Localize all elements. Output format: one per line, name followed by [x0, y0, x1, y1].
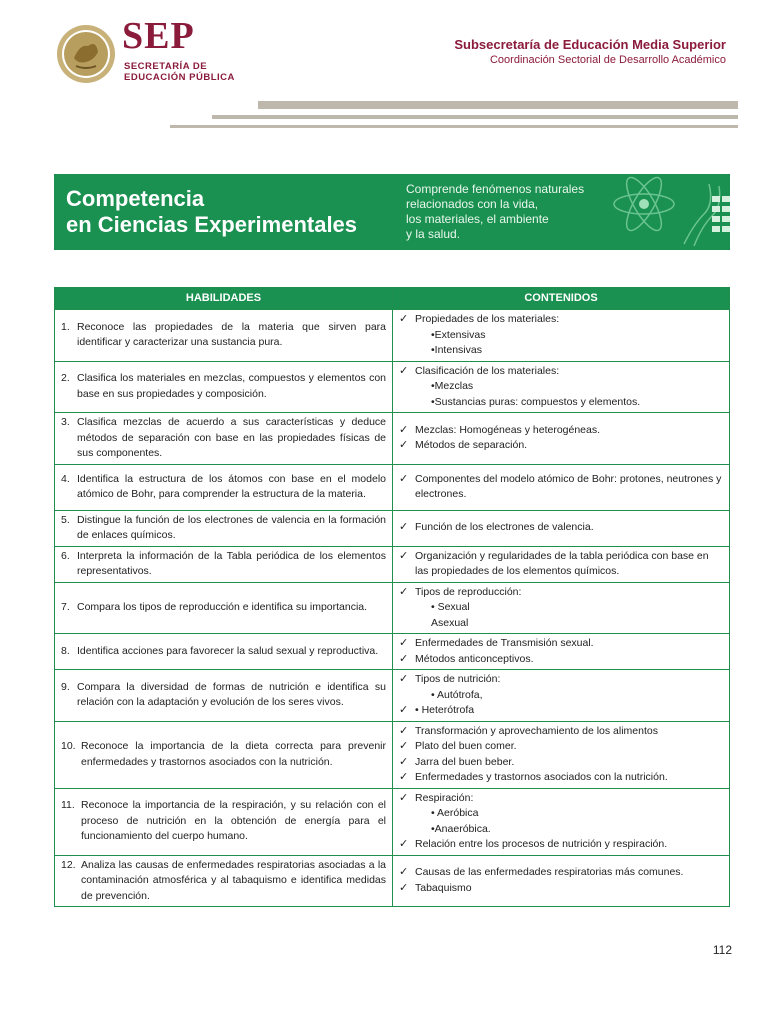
contenido-item	[399, 395, 723, 411]
table-body	[55, 310, 730, 907]
banner-title-line-1: Competencia	[66, 186, 205, 211]
checkmark-icon: ✓	[399, 881, 409, 894]
contenido-item	[399, 636, 723, 652]
contenido-cell	[393, 310, 730, 362]
table-row	[55, 510, 730, 546]
habilidad-text: Clasifica mezclas de acuerdo a sus características y deduce métodos de separación con base en las propiedades físicas de sus componentes.	[77, 416, 386, 459]
contenido-text: • Aeróbica	[431, 807, 479, 819]
checkmark-icon: ✓	[399, 637, 409, 649]
habilidad-cell	[55, 582, 393, 634]
contenido-item	[399, 423, 723, 439]
contenido-text: Tabaquismo	[415, 881, 472, 894]
checkmark-icon: ✓	[399, 652, 409, 665]
contenido-cell	[393, 546, 730, 582]
banner-description	[406, 182, 616, 242]
contenido-item	[399, 343, 723, 359]
table-row	[55, 855, 730, 907]
habilidad-text: Distingue la función de los electrones de valencia en la formación de enlaces químicos.	[77, 513, 386, 541]
contenido-cell	[393, 788, 730, 855]
habilidad-text: Identifica la estructura de los átomos con base en el modelo atómico de Bohr, para comprender la estructura de la materia.	[77, 472, 386, 500]
sep-logo-subtitle-1: SECRETARÍA DE	[124, 61, 208, 72]
habilidad-text: Interpreta la información de la Tabla periódica de los elementos representativos.	[77, 549, 386, 577]
habilidad-number: 8.	[61, 644, 70, 657]
checkmark-icon: ✓	[399, 838, 409, 850]
contenido-item	[399, 379, 723, 395]
habilidad-number: 7.	[61, 601, 70, 613]
table-row	[55, 788, 730, 855]
habilidad-cell	[55, 634, 393, 670]
table-row	[55, 361, 730, 413]
habilidad-wrap	[61, 739, 386, 770]
contenido-text: Enfermedades y trastornos asociados con la nutrición.	[415, 771, 668, 783]
contenido-item	[399, 312, 723, 328]
contenido-text: Tipos de nutrición:	[415, 673, 501, 685]
contenido-text: Métodos anticonceptivos.	[415, 652, 534, 665]
contenido-text: Clasificación de los materiales:	[415, 364, 560, 377]
checkmark-icon: ✓	[399, 549, 409, 562]
contenido-text: •Mezclas	[431, 380, 474, 392]
habilidad-number: 9.	[61, 680, 70, 693]
habilidad-wrap	[61, 320, 386, 351]
header-habilidades: HABILIDADES	[55, 288, 393, 310]
table-row	[55, 582, 730, 634]
sep-logo-wordmark: SEP	[122, 15, 195, 57]
habilidad-text: Compara la diversidad de formas de nutrición e identifica su relación con la adaptación y evolución de los seres vivos.	[77, 680, 386, 709]
decorative-bar	[212, 115, 738, 119]
checkmark-icon: ✓	[399, 439, 409, 452]
habilidad-number: 4.	[61, 472, 70, 485]
contenido-item	[399, 865, 723, 881]
contenido-text: •Extensivas	[431, 328, 486, 341]
page-number: 112	[712, 943, 732, 957]
contenido-text: Organización y regularidades de la tabla periódica con base en las propiedades de los elementos químicos.	[415, 549, 709, 577]
contenido-item	[399, 791, 723, 807]
habilidad-cell	[55, 464, 393, 510]
contenido-item	[399, 688, 723, 704]
contenido-cell	[393, 582, 730, 634]
checkmark-icon: ✓	[399, 724, 409, 737]
banner-title-line-2: en Ciencias Experimentales	[66, 212, 358, 237]
table-row	[55, 670, 730, 722]
habilidad-number: 11.	[61, 799, 75, 812]
checkmark-icon: ✓	[399, 521, 409, 534]
habilidad-text: Clasifica los materiales en mezclas, compuestos y elementos con base en sus propiedades y composición.	[77, 372, 386, 400]
contenido-item	[399, 616, 723, 632]
contenido-item	[399, 472, 723, 503]
contenido-item	[399, 652, 723, 668]
sep-logo-subtitle-2: EDUCACIÓN PÚBLICA	[124, 72, 235, 83]
competencia-banner	[54, 174, 730, 250]
contenido-cell	[393, 510, 730, 546]
table-row	[55, 464, 730, 510]
habilidad-wrap	[61, 600, 386, 616]
habilidad-number: 5.	[61, 513, 70, 526]
table-row	[55, 634, 730, 670]
contenido-text: • Heterótrofa	[415, 704, 475, 716]
contenido-text: Propiedades de los materiales:	[415, 313, 560, 325]
table-row	[55, 413, 730, 465]
checkmark-icon: ✓	[399, 755, 409, 768]
contenido-item	[399, 837, 723, 853]
habilidad-number: 1.	[61, 320, 70, 333]
habilidad-cell	[55, 413, 393, 465]
habilidad-cell	[55, 670, 393, 722]
habilidad-wrap	[61, 472, 386, 503]
habilidad-wrap	[61, 644, 386, 660]
contenido-cell	[393, 361, 730, 413]
banner-desc-line: relacionados con la vida,	[406, 197, 539, 211]
habilidad-text: Reconoce la importancia de la dieta correcta para prevenir enfermedades y trastornos asociados con la nutrición.	[81, 740, 386, 768]
contenido-text: Transformación y aprovechamiento de los alimentos	[415, 724, 658, 737]
contenido-text: Jarra del buen beber.	[415, 755, 515, 768]
decorative-bar	[170, 125, 738, 128]
decorative-bar	[258, 101, 738, 109]
contenido-cell	[393, 670, 730, 722]
contenido-text: Tipos de reproducción:	[415, 585, 522, 598]
table-row	[55, 721, 730, 788]
contenido-text: Causas de las enfermedades respiratorias más comunes.	[415, 866, 684, 879]
habilidad-wrap	[61, 513, 386, 544]
habilidad-number: 10.	[61, 740, 76, 752]
habilidades-contenidos-table	[54, 287, 730, 907]
contenido-text: Asexual	[431, 616, 469, 629]
checkmark-icon: ✓	[399, 423, 409, 436]
contenido-cell	[393, 413, 730, 465]
checkmark-icon: ✓	[399, 364, 409, 377]
habilidad-text: Analiza las causas de enfermedades respiratorias asociadas a la contaminación atmosférica y al tabaquismo e identifica medidas de prevención.	[81, 858, 386, 902]
contenido-text: Función de los electrones de valencia.	[415, 521, 594, 534]
contenido-item	[399, 703, 723, 719]
habilidad-number: 6.	[61, 549, 70, 562]
contenido-text: Relación entre los procesos de nutrición y respiración.	[415, 838, 668, 850]
contenido-cell	[393, 634, 730, 670]
contenido-text: • Sexual	[431, 601, 470, 613]
contenido-item	[399, 672, 723, 688]
contenido-text: Respiración:	[415, 791, 474, 804]
contenido-cell	[393, 464, 730, 510]
contenido-item	[399, 438, 723, 454]
contenido-item	[399, 585, 723, 601]
checkmark-icon: ✓	[399, 673, 409, 685]
contenido-text: •Sustancias puras: compuestos y elementos.	[431, 395, 641, 408]
contenido-text: Enfermedades de Transmisión sexual.	[415, 637, 594, 649]
habilidad-cell	[55, 546, 393, 582]
habilidad-cell	[55, 855, 393, 907]
contenido-item	[399, 739, 723, 755]
habilidad-number: 12.	[61, 858, 76, 871]
contenido-item	[399, 806, 723, 822]
contenido-item	[399, 822, 723, 838]
habilidad-number: 3.	[61, 416, 70, 428]
contenido-text: • Autótrofa,	[431, 688, 483, 701]
contenido-cell	[393, 855, 730, 907]
habilidad-cell	[55, 721, 393, 788]
subsecretaria-title: Subsecretaría de Educación Media Superior	[454, 37, 726, 52]
contenido-item	[399, 755, 723, 771]
contenido-item	[399, 724, 723, 740]
habilidad-number: 2.	[61, 372, 70, 385]
contenido-text: Métodos de separación.	[415, 439, 528, 452]
habilidad-wrap	[61, 858, 386, 905]
habilidad-wrap	[61, 549, 386, 580]
coordinacion-subtitle: Coordinación Sectorial de Desarrollo Académico	[489, 54, 726, 66]
habilidad-cell	[55, 361, 393, 413]
contenido-text: Componentes del modelo atómico de Bohr: protones, neutrones y electrones.	[415, 472, 722, 500]
checkmark-icon: ✓	[399, 704, 409, 716]
contenido-item	[399, 364, 723, 380]
contenido-text: •Anaeróbica.	[431, 822, 491, 835]
checkmark-icon: ✓	[399, 740, 409, 752]
checkmark-icon: ✓	[399, 585, 409, 598]
contenido-item	[399, 520, 723, 536]
habilidad-wrap	[61, 371, 386, 402]
table-row	[55, 546, 730, 582]
contenido-item	[399, 770, 723, 786]
checkmark-icon: ✓	[399, 791, 409, 804]
checkmark-icon: ✓	[399, 866, 409, 879]
habilidad-text: Reconoce las propiedades de la materia que sirven para identificar y caracterizar una sustancia pura.	[77, 320, 386, 349]
contenido-item	[399, 549, 723, 580]
contenido-item	[399, 600, 723, 616]
habilidad-wrap	[61, 680, 386, 711]
checkmark-icon: ✓	[399, 472, 409, 485]
habilidad-cell	[55, 310, 393, 362]
contenido-text: •Intensivas	[431, 344, 482, 356]
contenido-text: Plato del buen comer.	[415, 740, 517, 752]
banner-desc-line: los materiales, el ambiente	[406, 212, 549, 226]
checkmark-icon: ✓	[399, 313, 409, 325]
banner-desc-line: Comprende fenómenos naturales	[406, 182, 585, 196]
table-header-row	[55, 288, 730, 310]
habilidad-cell	[55, 788, 393, 855]
header-contenidos: CONTENIDOS	[393, 288, 730, 310]
contenido-item	[399, 328, 723, 344]
contenido-text: Mezclas: Homogéneas y heterogéneas.	[415, 423, 601, 436]
habilidad-text: Compara los tipos de reproducción e identifica su importancia.	[77, 601, 368, 613]
contenido-cell	[393, 721, 730, 788]
habilidad-wrap	[61, 415, 386, 462]
habilidad-text: Reconoce la importancia de la respiración, y su relación con el proceso de nutrición en la obtención de energía para el funcionamiento del cuerpo humano.	[81, 799, 386, 843]
contenido-item	[399, 881, 723, 897]
banner-desc-line: y la salud.	[406, 227, 461, 241]
habilidad-text: Identifica acciones para favorecer la salud sexual y reproductiva.	[77, 644, 379, 657]
table-row	[55, 310, 730, 362]
mexico-coat-of-arms-icon	[56, 24, 116, 84]
checkmark-icon: ✓	[399, 771, 409, 783]
habilidad-wrap	[61, 798, 386, 845]
habilidad-cell	[55, 510, 393, 546]
